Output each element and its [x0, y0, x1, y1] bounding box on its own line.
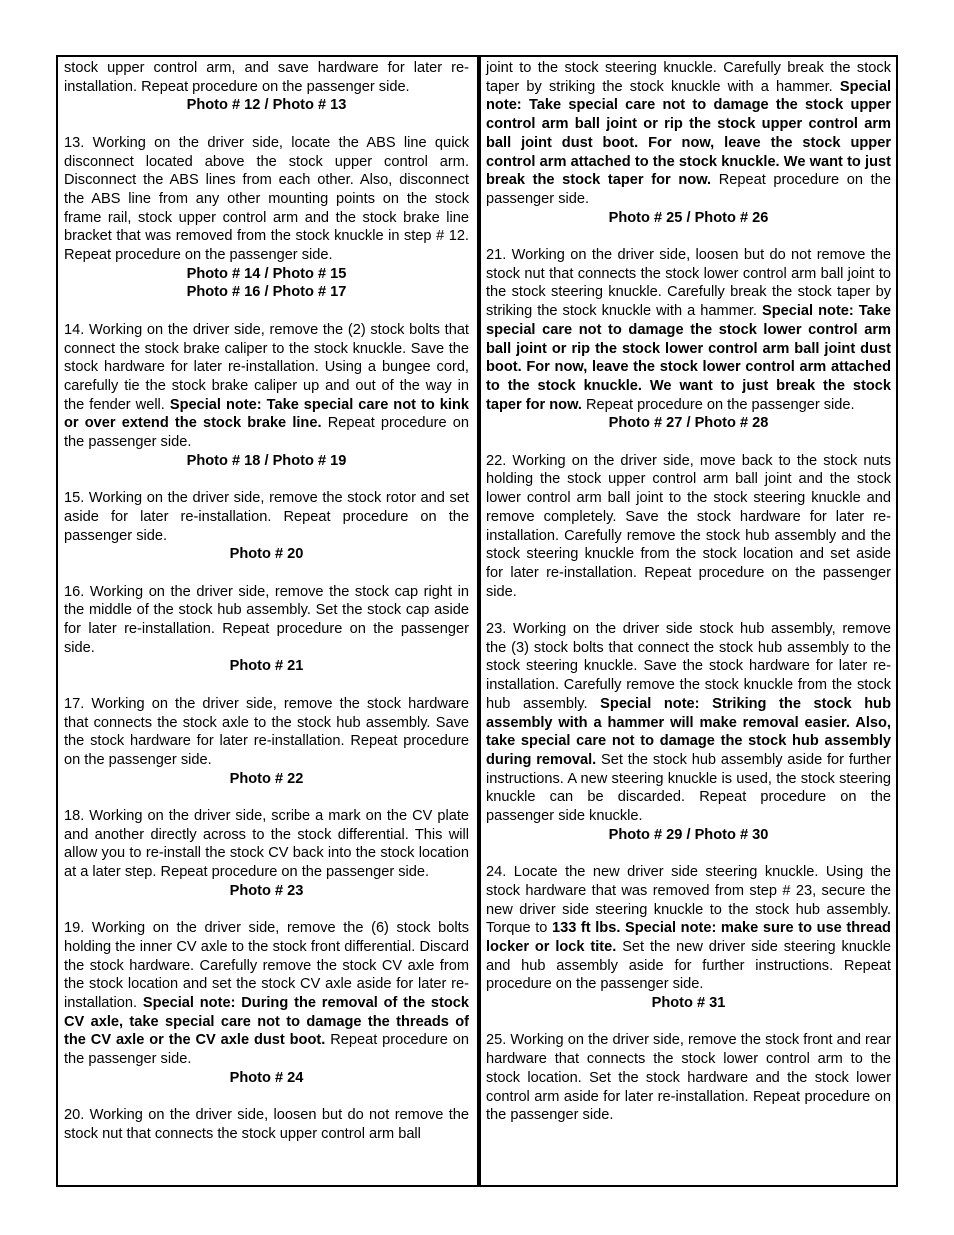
- photo-reference: Photo # 31: [651, 995, 726, 1012]
- photo-reference: Photo # 12 / Photo # 13: [186, 97, 347, 114]
- step-22-text: 22. Working on the driver side, move back to the stock nuts holding the stock upper control arm ball joint and the stock lower control arm ball joint to the stock steering knuckle and remove completely. Save the stock hardware for later re-installation. Carefully remove the stock hub assembly and the stock steering knuckle from the stock location and set aside for later re-installation. Repeat procedure on the passenger side.: [486, 452, 891, 600]
- photo-reference: Photo # 22: [229, 770, 304, 787]
- step-23-text: 23. Working on the driver side stock hub assembly, remove the (3) stock bolts that connect the stock hub assembly to the stock steering knuckle. Save the stock hardware for later re-installation. Carefully remove the stock knuckle from the stock hub assembly. Special note: Striking the stock hub assembly with a hammer will make removal easier. Also, take special care not to damage the stock hub assembly during removal. Set the stock hub assembly aside for further instructions. A new steering knuckle is used, the stock steering knuckle can be discarded. Repeat procedure on the passenger side knuckle.: [486, 621, 892, 825]
- step-16-text: 16. Working on the driver side, remove the stock cap right in the middle of the stock hub assembly. Set the stock cap aside for later re-installation. Repeat procedure on the passenger side.: [64, 583, 469, 656]
- photo-reference: Photo # 21: [229, 658, 304, 675]
- step-15-text: 15. Working on the driver side, remove the stock rotor and set aside for later re-installation. Repeat procedure on the passenger side.: [64, 490, 469, 544]
- step-17-text: 17. Working on the driver side, remove the stock hardware that connects the stock axle to the stock hub assembly. Save the stock hardware for later re-installation. Repeat procedure on the passenger side.: [64, 695, 469, 768]
- special-note: Special note: Take special care not to kink or over extend the stock brake line.: [64, 396, 469, 432]
- photo-reference: Photo # 18 / Photo # 19: [186, 452, 347, 469]
- right-column: [486, 59, 891, 1125]
- left-column: [64, 59, 469, 1144]
- photo-reference: Photo # 14 / Photo # 15: [186, 265, 347, 282]
- special-note: Special note: Take special care not to damage the stock upper control arm ball joint or rip the stock upper control arm ball joint dust boot. For now, leave the stock upper control arm attached to the stock knuckle. We want to just break the stock taper for now.: [486, 78, 891, 189]
- step-14-text: 14. Working on the driver side, remove the (2) stock bolts that connect the stock brake caliper to the stock knuckle. Save the stock hardware for later re-installation. Using a bungee cord, carefully tie the stock brake caliper up and out of the way in the fender well. Special note: Take special care not to kink or over extend the stock brake line. Repeat procedure on the passenger side.: [64, 321, 469, 451]
- photo-reference: Photo # 29 / Photo # 30: [608, 826, 769, 843]
- special-note: Special note: Striking the stock hub assembly with a hammer will make removal easier. Also, take special care not to damage the stock hub assembly during removal.: [486, 695, 892, 768]
- special-note: Special note: During the removal of the stock CV axle, take special care not to damage the threads of the CV axle or the CV axle dust boot.: [64, 995, 469, 1049]
- step-24-text: 24. Locate the new driver side steering knuckle. Using the stock hardware that was removed from step # 23, secure the new driver side steering knuckle to the stock hub assembly. Torque to 133 ft lbs. Special note: make sure to use thread locker or lock tite. Set the new driver side steering knuckle and hub assembly aside for further instructions. Repeat procedure on the passenger side.: [486, 864, 891, 993]
- continued-paragraph: stock upper control arm, and save hardware for later re-installation. Repeat procedure on the passenger side.: [64, 60, 469, 95]
- instruction-page: [56, 55, 898, 1187]
- photo-reference: Photo # 25 / Photo # 26: [608, 209, 769, 226]
- step-25-text: 25. Working on the driver side, remove the stock front and rear hardware that connects the stock lower control arm to the stock location. Set the stock hardware and the stock lower control arm aside for later re-installation. Repeat procedure on the passenger side.: [486, 1032, 891, 1124]
- photo-reference: Photo # 23: [229, 882, 304, 899]
- photo-reference: Photo # 27 / Photo # 28: [608, 415, 769, 432]
- special-note: Special note: Take special care not to damage the stock lower control arm ball joint or rip the stock lower control arm ball joint dust boot. For now, leave the stock lower control arm attached to the stock knuckle. We want to just break the stock taper for now.: [486, 303, 891, 413]
- photo-reference: Photo # 24: [229, 1069, 304, 1086]
- step-20-text: 20. Working on the driver side, loosen but do not remove the stock nut that connects the stock upper control arm ball: [64, 1107, 469, 1142]
- step-18-text: 18. Working on the driver side, scribe a mark on the CV plate and another directly across to the stock differential. This will allow you to re-install the stock CV back into the stock location at a later step. Repeat procedure on the passenger side.: [64, 808, 469, 881]
- special-note: 133 ft lbs. Special note: make sure to use thread locker or lock tite.: [486, 920, 891, 955]
- photo-reference: Photo # 16 / Photo # 17: [186, 284, 347, 301]
- step-21-text: 21. Working on the driver side, loosen but do not remove the stock nut that connects the stock lower control arm ball joint to the stock steering knuckle. Carefully break the stock taper by striking the stock knuckle with a hammer. Special note: Take special care not to damage the stock lower control arm ball joint or rip the stock lower control arm ball joint dust boot. For now, leave the stock lower control arm attached to the stock knuckle. We want to just break the stock taper for now. Repeat procedure on the passenger side.: [486, 247, 891, 413]
- column-divider: [477, 57, 481, 1185]
- step-13-text: 13. Working on the driver side, locate the ABS line quick disconnect located above the stock upper control arm. Disconnect the ABS lines from each other. Also, disconnect the ABS line from any other mounting points on the stock frame rail, stock upper control arm and the stock brake line bracket that was removed from the stock knuckle in step # 12. Repeat procedure on the passenger side.: [64, 134, 469, 264]
- continued-paragraph: joint to the stock steering knuckle. Carefully break the stock taper by striking the stock knuckle with a hammer. Special note: Take special care not to damage the stock upper control arm ball joint or rip the stock upper control arm ball joint dust boot. For now, leave the stock upper control arm attached to the stock knuckle. We want to just break the stock taper for now. Repeat procedure on the passenger side.: [486, 60, 891, 207]
- step-19-text: 19. Working on the driver side, remove the (6) stock bolts holding the inner CV axle to the stock front differential. Discard the stock hardware. Carefully remove the stock CV axle from the stock location and set the stock CV axle aside for later re-installation. Special note: During the removal of the stock CV axle, take special care not to damage the threads of the CV axle or the CV axle dust boot. Repeat procedure on the passenger side.: [64, 920, 469, 1068]
- photo-reference: Photo # 20: [229, 546, 304, 563]
